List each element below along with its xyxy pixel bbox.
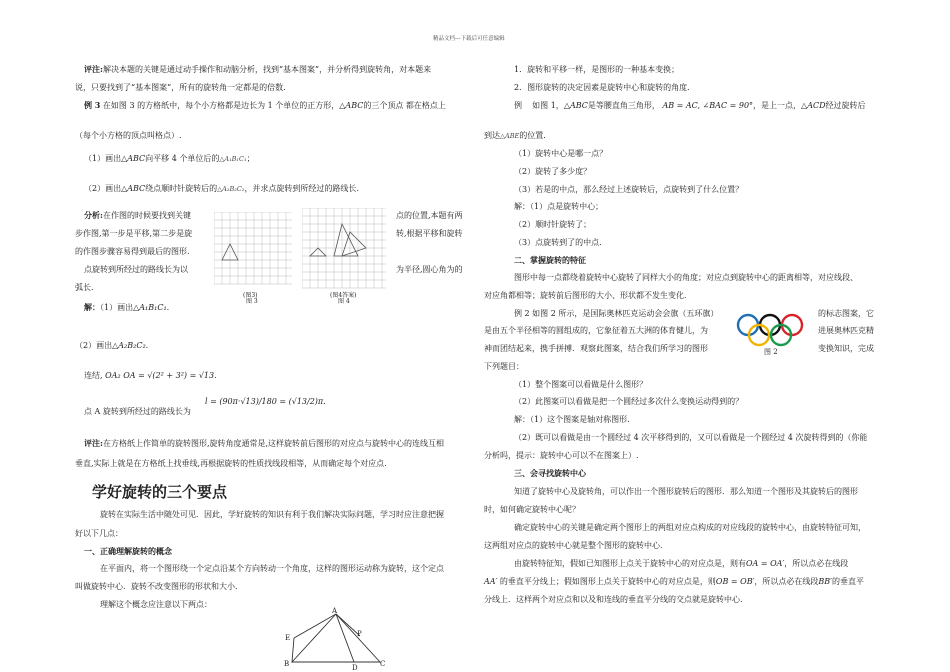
solution-1-end: . [166,303,170,312]
figure-4-label: 图 4 [338,298,350,305]
section-title: 学好旋转的三个要点 [92,483,228,501]
example-2-line-2: 是由五个半径相等的圆组成的，它象征着五大洲的体育健儿，为 [484,326,708,335]
find-6-text-3: 的垂直平 [831,577,864,586]
example-3-text: 在如图 3 的方格纸中，每个小方格都是边长为 1 个单位的正方形， [102,101,340,110]
triangle-abc-symbol: △ABC [339,101,364,110]
oa-equals-oa-prime: OA = OA′ [746,559,785,568]
heading-find-center: 三、会寻找旋转中心 [514,469,586,478]
example-3-continued: （每个小方格的顶点叫格点）. [75,131,182,140]
question-1-rest: 向平移 4 个单位后的 [145,154,220,163]
note-text-1: 在方格纸上作简单的旋转图形,旋转角度通常是,这样旋转前后图形的对应点与旋转中心的连线互相 [102,439,445,448]
vertex-label-b: B [284,660,290,668]
analysis-line-4: 点旋转到所经过的路线长为以 [84,265,188,274]
triangle-acd-symbol: △ACD [801,101,826,110]
path-length-formula [205,396,326,407]
analysis-label: 分析: [84,210,103,220]
example-2-right-1: 的标志图案，它 [818,309,874,318]
analysis-line-3: 的作图步骤容易得到最后的图形. [75,247,190,256]
example-text-1: 如图 1， [532,101,564,110]
segment-aa-prime: AA′ [484,577,498,586]
analysis-right-2: 转,根据平移和旋转 [396,229,463,238]
solution-2-end: . [145,341,149,350]
example-text-3: ，是上一点， [753,101,802,110]
angle-bac: ∠BAC = 90° [702,101,754,110]
oa-length-formula: OA = √(2² + 3²) = √13 [123,371,215,380]
question-2 [84,183,359,195]
figure-2-label: 图 2 [764,348,778,356]
path-formula-end: . [323,397,326,406]
triangle-abe-symbol: △ABE [500,132,520,140]
analysis-line-5: 弧长. [75,283,94,292]
solution-1-text: （1）画出 [100,303,134,312]
answer-r1: 解：（1）点是旋转中心； [514,202,604,211]
answer-r3: （3）点旋转到了的中点． [514,238,608,247]
triangle-abc-symbol: △ABC [121,154,146,163]
find-6-text: 的垂直平分线上；假如图形上点关于旋转中心的对应点是，则 [499,577,716,586]
vertex-label-c: C [380,660,386,668]
connect-line [84,370,217,381]
question-2-text: （2）画出 [84,184,122,193]
definition-line-2: 叫做旋转中心．旋转不改变图形的形状和大小． [75,582,243,591]
connect-text: 连结, [84,371,103,380]
comment-paragraph-1 [84,64,431,75]
ab-equals-ac: AB = AC, [662,101,701,110]
question-r5: （2）此图案可以看做是把一个圆经过多次什么变换运动得到的？ [514,397,744,406]
triangle-a1b1c1-symbol: △A₁B₁C₁ [219,155,247,163]
grid-figure-4 [302,208,386,292]
note-line-1 [84,438,444,449]
definition-line-3: 理解这个概念应注意以下两点： [100,600,212,609]
example-text-4: 经过旋转后 [825,101,866,110]
triangle-abc-symbol: △ABC [563,101,588,110]
example-2-line-4: 下列题目： [484,362,524,371]
find-line-2: 时，如何确定旋转中心呢？ [484,505,580,514]
find-line-5 [514,558,848,569]
figure-3-label: 图 3 [246,298,258,305]
analysis-right-1: 点的位置,本题有两 [396,211,463,220]
triangle-a2b2c2-symbol: △A₂B₂C₂ [112,341,146,350]
olympic-rings-figure [734,312,808,352]
question-1 [84,153,255,165]
question-r3: （3）若是的中点，那么经过上述旋转后，点旋转到了什么位置？ [514,185,744,194]
vertex-label-a: A [332,607,338,615]
comment-label: 评注: [84,64,103,74]
figure-3-caption: (图3) [243,292,258,299]
example-label: 例 [514,101,522,110]
vertex-label-d: D [352,664,358,672]
triangle-a2b2c2-symbol: △A₂B₂C₂ [217,185,245,193]
comment-text: 解决本题的关键是通过动手操作和动脑分析，找到“基本图案”，并分析得到旋转角，对本题来 [102,65,432,74]
question-r2: （2）旋转了多少度？ [514,167,592,176]
segment-oa2: OA₂ [105,371,121,380]
feature-line-1: 图形中每一点都绕着旋转中心旋转了同样大小的角度；对应点到旋转中心的距离相等，对应线段、 [514,273,858,282]
ob-equals-ob-prime: OB = OB′ [715,577,755,586]
answer-r5-line-2: 分析吗，提示：旋转中心可以不在图案上）. [484,451,639,460]
find-line-4: 这两组对应点的旋转中心就是整个图形的旋转中心． [484,541,668,550]
triangle-abc-symbol: △ABC [121,184,146,193]
example-text-2: 是等腰直角三角形， [587,101,660,110]
find-5-text: 由旋转特征知，假如已知图形上点关于旋转中心的对应点是，则有 [514,559,746,568]
solution-line-2 [75,340,148,351]
analysis-text-1: 在作图的时候要找到关键 [102,211,191,220]
example-3-label: 例 3 [84,100,101,110]
example-2-right-2: 进展奥林匹克精 [818,326,874,335]
analysis-right-4: 为半径,圆心角为的 [396,265,463,274]
figure-4-caption: (图4答案) [330,292,357,299]
segment-bb-prime: BB′ [818,577,832,586]
feature-line-2: 对应角都相等；旋转前后图形的大小、形状都不发生变化． [484,291,692,300]
question-1-text: （1）画出 [84,154,122,163]
triangle-figure-1 [280,606,400,672]
example-3-text-2: 的三个顶点 都在格点上 [363,101,446,110]
solution-label: 解： [84,302,100,312]
find-line-3: 确定旋转中心的关键是确定两个图形上的两组对应点构成的对应线段的旋转中心，由旋转特征可知， [514,523,866,532]
question-2-mid: 绕点顺时针旋转后的 [145,184,218,193]
example-cont-text: 到达 [484,131,500,140]
example-2-right-3: 变换知识，完成 [818,344,874,353]
vertex-label-e: E [285,634,291,642]
page-header: 精品文档---下载后可任意编辑 [433,36,505,42]
intro-line-2: 好以下几点： [75,529,123,538]
arc-length-formula: l = (90π·√13)/180 = (√13/2)π [205,397,324,406]
analysis-line-1 [84,210,191,221]
find-line-6 [484,576,864,587]
find-6-text-2: ，所以点必在线段 [754,577,819,586]
answer-r5-line-1: （2）既可以看做是由一个圆经过 4 次平移得到的，又可以看做是一个圆经过 4 次旋转得到的（你能 [514,433,868,442]
example-cont-text-2: 的位置． [519,131,552,140]
triangle-a1b1c1-symbol: △A₁B₁C₁ [133,303,167,312]
heading-concept: 一、正确理解旋转的概念 [84,547,172,556]
triangle-a1b1c1 [342,232,366,256]
connect-end: . [214,371,217,380]
answer-r2: （2）顺时针旋转了； [514,220,592,229]
vertex-label-p: P [357,630,362,638]
path-length-text: 点 A 旋转到所经过的路线长为 [84,407,191,416]
heading-features: 二、掌握旋转的特征 [514,256,586,265]
example-2-line-1: 例 2 如图 2 所示，是国际奥林匹克运动会会旗（五环旗） [514,309,719,318]
note-label: 评注: [84,438,103,448]
answer-r4: 解：（1）这个图案是轴对称图形. [514,415,630,424]
point-2: 2．图形旋转的决定因素是旋转中心和旋转的角度． [514,83,696,92]
grid-figure-3 [214,212,292,292]
definition-line-1: 在平面内，将一个图形绕一个定点沿某个方向转动一个角度，这样的图形运动称为旋转，这个定点 [100,564,444,573]
question-r4: （1）整个图案可以看做是什么图形？ [514,380,648,389]
question-1-end: ； [246,154,255,163]
intro-line-1: 旋转在实际生活中随处可见．因此，学好旋转的知识有利于我们解决实际问题，学习时应注意把握 [100,510,444,519]
find-5-text-2: ，所以点必在线段 [784,559,849,568]
solution-line-1 [84,302,169,313]
example-3-heading [84,100,446,111]
comment-paragraph-1b: 说，只要找到了“基本图案”，所有的旋转角一定都是的倍数. [75,83,286,92]
analysis-line-2: 步作图,第一步是平移,第二步是旋 [75,229,193,238]
find-line-1: 知道了旋转中心及旋转角，可以作出一个图形旋转后的图形．那么知道一个图形及其旋转后的图形 [514,487,858,496]
point-1: 1．旋转和平移一样，是图形的一种基本变换； [514,65,680,74]
question-2-end: ，并求点旋转到所经过的路线长. [244,184,359,193]
solution-2-text: （2）画出 [75,341,113,350]
question-r1: （1）旋转中心是哪一点？ [514,149,608,158]
example-1-heading [514,100,866,111]
example-1-continued [484,130,551,142]
note-line-2: 垂直,实际上就是在方格纸上找垂线,再根据旋转的性质找线段相等，从而确定每个对应点. [75,459,387,468]
find-line-7: 分线上．这样两个对应点和以及和连线的垂直平分线的交点就是旋转中心． [484,595,748,604]
example-2-line-3: 神而团结起来，携手拼搏．观察此图案，结合我们所学习的图形 [484,344,708,353]
